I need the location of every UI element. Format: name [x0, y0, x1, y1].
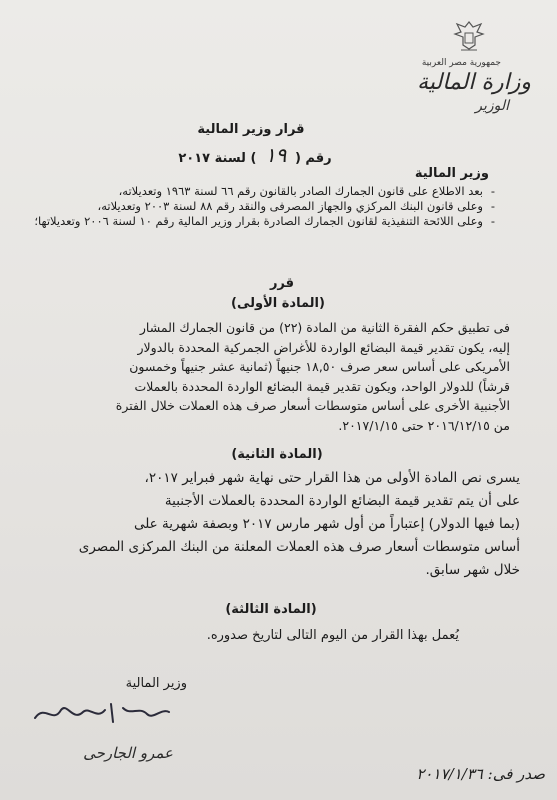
preamble-item-line: وعلى قانون البنك المركزي والجهاز المصرفى والنقد رقم ٨٨ لسنة ٢٠٠٣	[144, 199, 483, 213]
article-2-body	[22, 467, 520, 582]
preamble-item-line: لسنة ٢٠٠٦ وتعديلاتها؛	[34, 214, 136, 228]
decree-number-suffix: ) لسنة ٢٠١٧	[178, 151, 257, 166]
article-line: من ٢٠١٦/١٢/١٥ حتى ٢٠١٧/١/١٥.	[338, 417, 510, 433]
decided-heading: قرر	[269, 276, 295, 291]
eagle-emblem-icon	[451, 18, 487, 52]
article-line: قرشاً) للدولار الواحد، ويكون تقدير قيمة البضائع الواردة المحددة بالعملات	[134, 378, 510, 394]
decree-number-line	[160, 143, 350, 167]
letterhead-ministry: وزارة المالية	[417, 70, 531, 95]
article-1-heading: (المادة الأولى)	[231, 296, 325, 311]
article-2-heading: (المادة الثانية)	[231, 447, 323, 462]
letterhead-minister: الوزير	[475, 98, 509, 114]
preamble-item-line: وعلى اللائحة التنفيذية لقانون الجمارك الصادرة بقرار وزير المالية رقم ١٠	[139, 214, 483, 228]
article-3-body: يُعمل بهذا القرار من اليوم التالى لتاريخ صدوره.	[206, 628, 459, 643]
preamble-item	[55, 199, 495, 213]
preamble-item-line: وتعديلاته،	[97, 199, 141, 213]
article-line: على أن يتم تقدير قيمة البضائع الواردة المحددة بالعملات الأجنبية	[164, 493, 520, 509]
article-1-body	[50, 318, 510, 435]
article-line: أساس متوسطات أسعار صرف هذه العملات المعلنة من البنك المركزى المصرى	[78, 539, 520, 555]
preamble-item	[55, 184, 495, 198]
signature-title: وزير المالية	[125, 676, 187, 691]
signatory-name: عمرو الجارحى	[83, 744, 173, 762]
preamble-list	[34, 184, 495, 229]
article-line: الأجنبية الأخرى على أساس متوسطات أسعار صرف هذه العملات خلال الفترة	[115, 398, 510, 413]
article-line: (بما فيها الدولار) إعتباراً من أول شهر مارس ٢٠١٧ وبصفة شهرية على	[133, 516, 520, 532]
decree-title: قرار وزير المالية	[197, 122, 305, 137]
issued-date: صدر فى: ٢٠١٧/١/٣٦	[416, 765, 545, 783]
article-line: إليه، يكون تقدير قيمة البضائع الواردة للأغراض الجمركية المحددة بالدولار	[137, 339, 510, 355]
preamble-item	[34, 214, 495, 228]
article-line: خلال شهر سابق.	[425, 562, 520, 578]
preamble-heading: وزير المالية	[414, 166, 489, 181]
article-3-heading: (المادة الثالثة)	[225, 602, 317, 617]
decree-number-prefix: رقم (	[294, 151, 332, 166]
article-line: الأمريكى على أساس سعر صرف ١٨,٥٠ جنيهاً (ثمانية عشر جنيهاً وخمسون	[129, 359, 510, 374]
preamble-item-line: بعد الاطلاع على قانون الجمارك الصادر بالقانون رقم ٦٦ لسنة ١٩٦٣	[165, 184, 483, 198]
decree-number: ١٩	[264, 143, 287, 167]
article-line: يسرى نص المادة الأولى من هذا القرار حتى نهاية شهر فبراير ٢٠١٧،	[144, 470, 520, 486]
article-line: فى تطبيق حكم الفقرة الثانية من المادة (٢٢) من قانون الجمارك المشار	[139, 320, 510, 335]
handwritten-signature-icon	[27, 696, 177, 730]
preamble-item-line: وتعديلاته،	[118, 184, 163, 198]
letterhead-country: جمهورية مصر العربية	[421, 58, 501, 68]
